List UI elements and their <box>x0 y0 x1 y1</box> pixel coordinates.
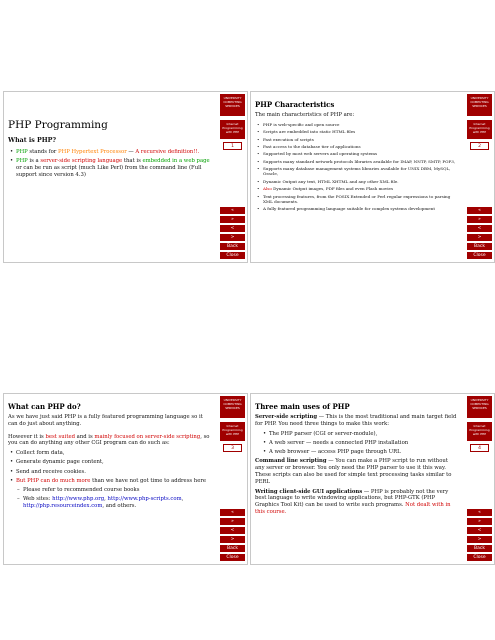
course-badge: Internet Programming with PHP <box>220 120 245 139</box>
list-item: • Text processing features, from the POSIX Extended or Perl regular expressions to parsing XML documents. <box>263 194 457 204</box>
link-php-resourceindex[interactable]: http://php.resourceindex.com <box>23 502 103 509</box>
university-logo: UNIVERSITY COMPUTING SERVICES <box>467 396 492 418</box>
nav-close-button[interactable]: Close <box>467 252 492 260</box>
list-item: • Also Dynamic Output images, PDF files and even Flash movies <box>263 186 457 191</box>
list-item: • Send and receive cookies. <box>16 469 210 476</box>
list-item: • The PHP parser (CGI or server-module), <box>269 431 457 438</box>
nav-last-button[interactable]: » <box>220 518 245 526</box>
page-number: 4 <box>470 444 489 452</box>
page-number: 1 <box>223 142 242 150</box>
list-item: • Scripts are embedded into static HTML files <box>263 129 457 134</box>
list-item: • Supports many database management systems libraries available for UNIX DBM, MySQL, Oracle, <box>263 166 457 176</box>
slide-4-content <box>255 397 457 563</box>
course-badge: Internet Programming with PHP <box>220 422 245 441</box>
slide-3-content <box>8 397 210 563</box>
slide-4 <box>250 393 495 565</box>
nav-close-button[interactable]: Close <box>467 554 492 562</box>
course-badge: Internet Programming with PHP <box>467 422 492 441</box>
nav-first-button[interactable]: « <box>467 207 492 215</box>
list-item: • A fully featured programming language suitable for complex systems development <box>263 206 457 211</box>
nav-next-button[interactable]: > <box>220 536 245 544</box>
nav-prev-button[interactable]: < <box>220 527 245 535</box>
slide-sidebar <box>465 394 494 564</box>
slide-1 <box>3 91 248 263</box>
course-badge: Internet Programming with PHP <box>467 120 492 139</box>
intro-text: The main characteristics of PHP are: <box>255 112 355 118</box>
list-item: • Fast access to the database tier of applications <box>263 144 457 149</box>
list-item: • A web server — needs a connected PHP installation <box>269 440 457 447</box>
slide-title: Three main uses of PHP <box>255 402 350 411</box>
paragraph: As we have just said PHP is a fully featured programming language so it can do just about anything. <box>8 414 203 427</box>
list-item: • A web browser — access PHP page through URL <box>269 449 457 456</box>
paragraph: Command line scripting — You can make a PHP script to run without any server or browser. You only need the PHP parser to use it this way. These scripts can also be used for simple text processing tasks similar to PERL <box>255 458 452 485</box>
list-item: • But PHP can do much more than we have not got time to address here – Please refer to recommended course books – Web sites: http://www.php.org, http://www.php-scripts.com, http://php.resourceindex.com, and others. <box>16 478 210 510</box>
nav-prev-button[interactable]: < <box>467 225 492 233</box>
page-number: 2 <box>470 142 489 150</box>
list-item: • Collect form data, <box>16 450 210 457</box>
slide-1-content <box>8 95 210 261</box>
nav-prev-button[interactable]: < <box>467 527 492 535</box>
nav-last-button[interactable]: » <box>467 216 492 224</box>
link-php-scripts[interactable]: http://www.php-scripts.com <box>107 496 182 503</box>
nav-back-button[interactable]: Back <box>220 243 245 251</box>
slide-sidebar <box>218 92 247 262</box>
slide-subtitle: What is PHP? <box>8 137 57 144</box>
nav-back-button[interactable]: Back <box>467 243 492 251</box>
paragraph: Server-side scripting — This is the most traditional and main target field for PHP. You need three things to make this work: <box>255 414 457 427</box>
slide-2-content <box>255 95 457 261</box>
nav-next-button[interactable]: > <box>467 536 492 544</box>
list-item: • Generate dynamic page content, <box>16 459 210 466</box>
page-number: 3 <box>223 444 242 452</box>
nav-close-button[interactable]: Close <box>220 554 245 562</box>
slide-title: PHP Programming <box>8 119 108 131</box>
slide-2 <box>250 91 495 263</box>
slide-3 <box>3 393 248 565</box>
nav-prev-button[interactable]: < <box>220 225 245 233</box>
list-item: • Supported by most web servers and operating systems <box>263 151 457 156</box>
list-item: • PHP stands for PHP Hypertext Processor — A recursive definition!!. <box>16 149 210 156</box>
list-item: • PHP is a server-side scripting language that is embedded in a web page or can be run as script (much Like Perl) from the command line (Full support since version 4.3) <box>16 158 210 178</box>
paragraph: Writing client-side GUI applications — PHP is probably not the very best language to write windowing applications, but PHP-GTK (PHP Graphics Tool Kit) can be used to write such programs. Not dealt with in this course. <box>255 488 451 516</box>
nav-last-button[interactable]: » <box>220 216 245 224</box>
nav-first-button[interactable]: « <box>467 509 492 517</box>
list-item: • Fast execution of scripts <box>263 137 457 142</box>
slide-sidebar <box>218 394 247 564</box>
slide-title: PHP Characteristics <box>255 100 335 109</box>
university-logo: UNIVERSITY COMPUTING SERVICES <box>220 94 245 116</box>
nav-next-button[interactable]: > <box>220 234 245 242</box>
university-logo: UNIVERSITY COMPUTING SERVICES <box>220 396 245 418</box>
nav-first-button[interactable]: « <box>220 509 245 517</box>
nav-back-button[interactable]: Back <box>220 545 245 553</box>
slide-sidebar <box>465 92 494 262</box>
university-logo: UNIVERSITY COMPUTING SERVICES <box>467 94 492 116</box>
list-item: • Dynamic Output any text, HTML XHTML and any other XML file. <box>263 179 457 184</box>
sub-list-item: – Web sites: http://www.php.org, http://www.php-scripts.com, http://php.resourceindex.com, and others. <box>23 496 210 510</box>
nav-last-button[interactable]: » <box>467 518 492 526</box>
sub-list-item: – Please refer to recommended course books <box>23 487 210 494</box>
link-php-org[interactable]: http://www.php.org <box>52 496 105 503</box>
paragraph: However it is best suited and is mainly focused on server-side scripting, so you can do anything any other CGI program can do such as: <box>8 433 210 447</box>
list-item: • Supports many standard network protocols libraries available for IMAP, NNTP, SMTP, POP3, <box>263 159 457 164</box>
list-item: • PHP is web-specific and open source <box>263 122 457 127</box>
nav-first-button[interactable]: « <box>220 207 245 215</box>
nav-back-button[interactable]: Back <box>467 545 492 553</box>
slide-title: What can PHP do? <box>8 402 81 411</box>
nav-close-button[interactable]: Close <box>220 252 245 260</box>
nav-next-button[interactable]: > <box>467 234 492 242</box>
